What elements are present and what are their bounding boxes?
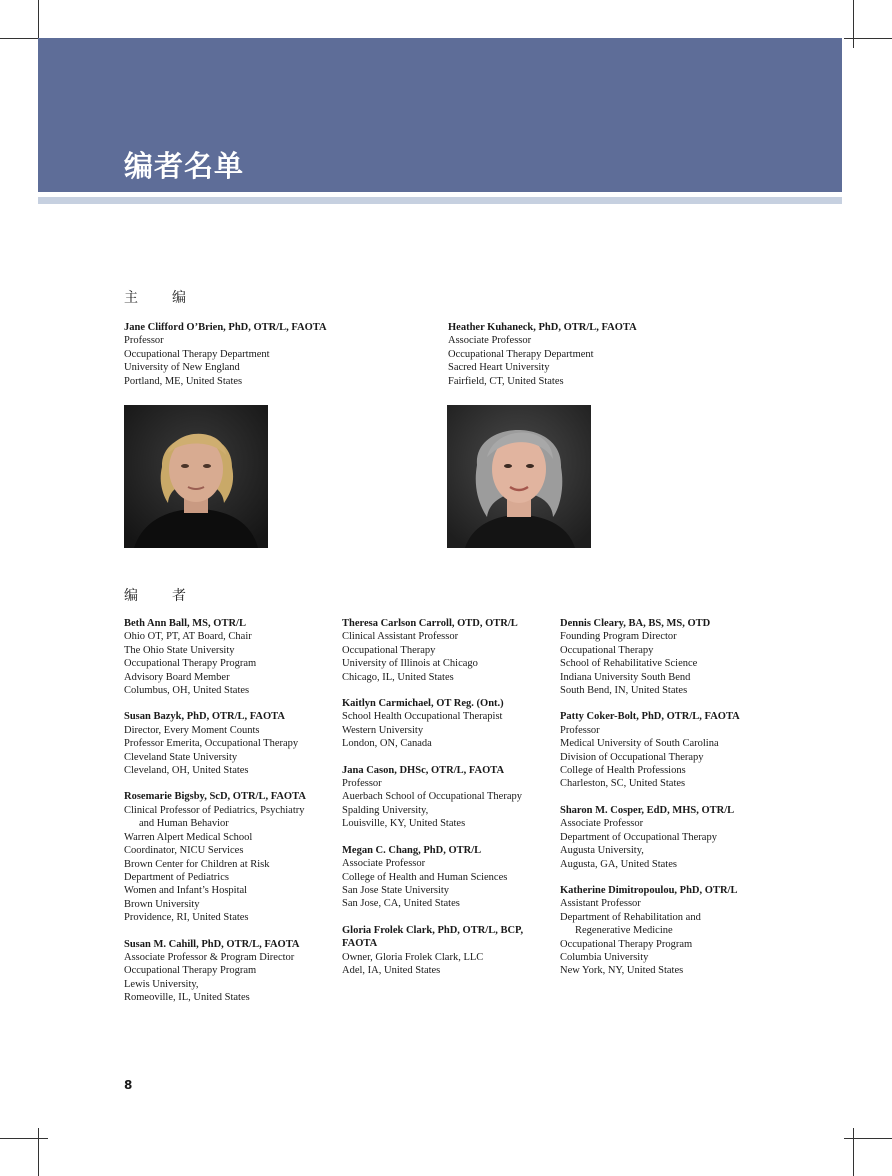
editor-line: Portland, ME, United States [124, 375, 243, 387]
contributor-line: South Bend, IN, United States [560, 685, 688, 697]
contributor-line: Lewis University, [124, 978, 199, 990]
contributor-line: Assistant Professor [560, 898, 641, 910]
contributor-line: Auerbach School of Occupational Therapy [342, 791, 522, 803]
contributor-line: Medical University of South Carolina [560, 738, 719, 750]
contributor-line: Spalding University, [342, 804, 429, 816]
contributor-entry [124, 710, 336, 777]
contributor-entry [342, 697, 554, 751]
contributor-line: Advisory Board Member [124, 671, 230, 683]
contributor-line: Augusta, GA, United States [560, 858, 677, 870]
editor-line: Associate Professor [448, 335, 532, 347]
editor-photo [447, 405, 591, 548]
contributor-line: Professor Emerita, Occupational Therapy [124, 738, 299, 750]
contributor-line: Director, Every Moment Counts [124, 724, 260, 736]
contributor-name: Kaitlyn Carmichael, OT Reg. (Ont.) [342, 698, 504, 710]
contributor-line: San Jose State University [342, 884, 450, 896]
contributor-line: Clinical Assistant Professor [342, 631, 459, 643]
editor-photo [124, 405, 268, 548]
contributor-name: Rosemarie Bigsby, ScD, OTR/L, FAOTA [124, 791, 306, 803]
contributor-entry [342, 617, 554, 684]
contributor-line: Clinical Professor of Pediatrics, Psychiatry [124, 804, 305, 816]
contributor-name: Megan C. Chang, PhD, OTR/L [342, 844, 482, 856]
contributor-name: Gloria Frolek Clark, PhD, OTR/L, BCP, FAOTA [342, 924, 524, 950]
contributor-line: Associate Professor & Program Director [124, 951, 295, 963]
page-number: 8 [124, 1078, 133, 1092]
header-banner [38, 38, 842, 192]
editor-line: Professor [124, 335, 164, 347]
crop-mark [844, 38, 892, 39]
contributor-line: The Ohio State University [124, 644, 235, 656]
contributors-heading: 编 者 [124, 588, 196, 604]
editors-heading: 主 编 [124, 290, 196, 306]
editor-name: Heather Kuhaneck, PhD, OTR/L, FAOTA [448, 322, 637, 333]
contributor-line: Chicago, IL, United States [342, 671, 454, 683]
contributor-line: Adel, IA, United States [342, 964, 441, 976]
contributor-name: Beth Ann Ball, MS, OTR/L [124, 618, 246, 629]
crop-mark [0, 1138, 48, 1139]
contributor-name: Theresa Carlson Carroll, OTD, OTR/L [342, 618, 518, 629]
contributor-name: Katherine Dimitropoulou, PhD, OTR/L [560, 884, 738, 896]
editor-line: University of New England [124, 362, 240, 374]
crop-mark [38, 1128, 39, 1176]
contributor-line: Occupational Therapy Program [560, 938, 693, 950]
contributor-line: Coordinator, NICU Services [124, 845, 244, 857]
contributor-line: College of Health Professions [560, 765, 686, 777]
contributor-entry [124, 938, 336, 1005]
contributor-line: Cleveland State University [124, 751, 238, 763]
editor-line: Fairfield, CT, United States [448, 375, 564, 387]
page-title: 编者名单 [124, 149, 245, 183]
contributor-entry [342, 924, 554, 978]
contributor-line: Occupational Therapy Program [124, 965, 257, 977]
contributor-line: College of Health and Human Sciences [342, 871, 508, 883]
contributors-column-2 [342, 617, 554, 990]
contributor-line: Ohio OT, PT, AT Board, Chair [124, 631, 252, 643]
contributor-line: Charleston, SC, United States [560, 778, 686, 790]
contributor-line: Occupational Therapy [560, 644, 654, 656]
contributor-entry [342, 844, 554, 911]
crop-mark [853, 1128, 854, 1176]
contributor-entry [124, 790, 336, 924]
contributor-name: Susan M. Cahill, PhD, OTR/L, FAOTA [124, 938, 300, 950]
contributor-entry [124, 617, 336, 697]
contributor-line: Western University [342, 724, 424, 736]
contributor-name: Jana Cason, DHSc, OTR/L, FAOTA [342, 764, 505, 776]
contributor-line: Occupational Therapy [342, 644, 436, 656]
editor-line: Sacred Heart University [448, 362, 550, 374]
contributor-line: Professor [342, 778, 382, 790]
contributor-line: Division of Occupational Therapy [560, 751, 704, 763]
contributor-line: University of Illinois at Chicago [342, 658, 478, 670]
header-accent-strip [38, 197, 842, 204]
contributor-line: School of Rehabilitative Science [560, 658, 698, 670]
contributor-line: New York, NY, United States [560, 965, 684, 977]
contributor-entry [560, 710, 760, 790]
contributor-line: Department of Rehabilitation and [560, 911, 701, 923]
contributor-line: Regenerative Medicine [575, 925, 673, 937]
contributor-line: Women and Infant’s Hospital [124, 885, 248, 897]
contributor-line: Founding Program Director [560, 631, 677, 643]
contributor-line: Brown University [124, 898, 200, 910]
contributor-name: Dennis Cleary, BA, BS, MS, OTD [560, 618, 711, 629]
contributor-name: Sharon M. Cosper, EdD, MHS, OTR/L [560, 804, 735, 816]
contributor-name: Susan Bazyk, PhD, OTR/L, FAOTA [124, 711, 285, 723]
contributor-line: Columbia University [560, 951, 649, 963]
contributor-line: Professor [560, 724, 600, 736]
contributor-line: Brown Center for Children at Risk [124, 858, 270, 870]
contributor-name: Patty Coker-Bolt, PhD, OTR/L, FAOTA [560, 711, 740, 723]
contributor-line: San Jose, CA, United States [342, 898, 460, 910]
contributors-column-1 [124, 617, 336, 1018]
contributor-line: London, ON, Canada [342, 738, 432, 750]
editor-entry [124, 321, 327, 388]
editor-line: Occupational Therapy Department [124, 348, 270, 360]
crop-mark [853, 0, 854, 48]
contributor-line: Louisville, KY, United States [342, 818, 466, 830]
contributor-entry [560, 884, 760, 978]
contributors-column-3 [560, 617, 760, 991]
contributor-line: Owner, Gloria Frolek Clark, LLC [342, 951, 484, 963]
editor-entry [448, 321, 637, 388]
contributor-line: Columbus, OH, United States [124, 685, 250, 697]
contributor-line: Department of Pediatrics [124, 871, 229, 883]
contributor-line: Warren Alpert Medical School [124, 831, 253, 843]
contributor-entry [342, 764, 554, 831]
contributor-line: and Human Behavior [139, 818, 229, 830]
contributor-line: Department of Occupational Therapy [560, 831, 717, 843]
crop-mark [844, 1138, 892, 1139]
contributor-line: Associate Professor [560, 818, 644, 830]
contributor-line: Indiana University South Bend [560, 671, 691, 683]
contributor-line: School Health Occupational Therapist [342, 711, 503, 723]
contributor-line: Associate Professor [342, 858, 426, 870]
contributor-line: Occupational Therapy Program [124, 658, 257, 670]
contributor-entry [560, 617, 760, 697]
contributor-line: Romeoville, IL, United States [124, 992, 250, 1004]
contributor-entry [560, 804, 760, 871]
contributor-line: Augusta University, [560, 845, 644, 857]
contributor-line: Cleveland, OH, United States [124, 765, 249, 777]
editor-name: Jane Clifford O’Brien, PhD, OTR/L, FAOTA [124, 322, 327, 333]
contributor-line: Providence, RI, United States [124, 912, 249, 924]
editor-line: Occupational Therapy Department [448, 348, 594, 360]
